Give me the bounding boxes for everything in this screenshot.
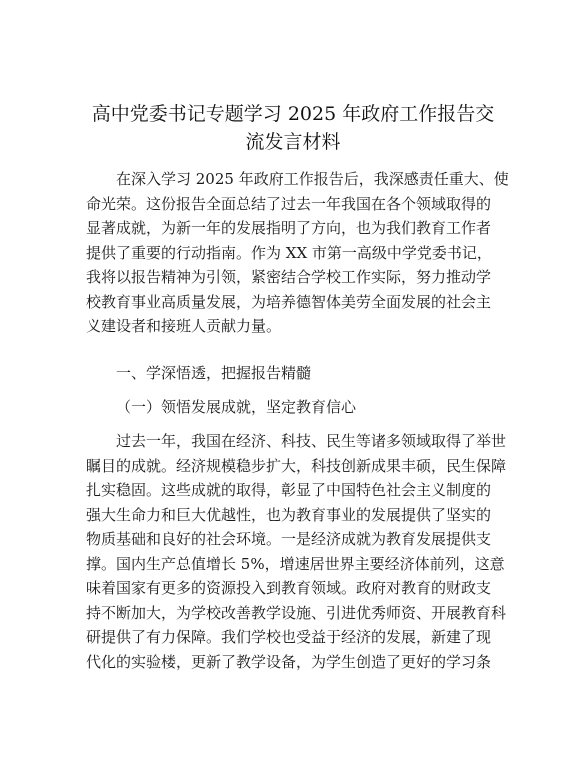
paragraph-line: 显著成就，为新一年的发展指明了方向，也为我们教育工作者 (86, 219, 492, 237)
paragraph-line: 撑。国内生产总值增长 5%，增速居世界主要经济体前列，这意 (86, 554, 505, 573)
paragraph-line: 味着国家有更多的资源投入到教育领域。政府对教育的财政支 (86, 579, 492, 597)
paragraph-line: 代化的实验楼，更新了教学设备，为学生创造了更好的学习条 (86, 652, 492, 671)
title-line: 流发言材料 (245, 131, 341, 153)
paragraph-line: 义建设者和接班人贡献力量。 (86, 317, 282, 335)
intro-paragraph (86, 167, 509, 339)
paragraph-line: 提供了重要的行动指南。作为 XX 市第一高级中学党委书记， (86, 243, 492, 262)
paragraph-line: 在深入学习 2025 年政府工作报告后，我深感责任重大、使 (116, 170, 509, 188)
document-title (40, 100, 546, 156)
paragraph-line: 强大生命力和巨大优越性，也为教育事业的发展提供了坚实的 (86, 505, 492, 524)
section-heading: 一、学深悟透，把握报告精髓 (116, 364, 312, 382)
paragraph-line: 过去一年，我国在经济、科技、民生等诸多领域取得了举世 (116, 432, 507, 450)
paragraph-line: 扎实稳固。这些成就的取得，彰显了中国特色社会主义制度的 (86, 481, 492, 499)
body-paragraph (86, 429, 507, 674)
title-line: 高中党委书记专题学习 2025 年政府工作报告交 (91, 103, 495, 125)
paragraph-line: 我将以报告精神为引领，紧密结合学校工作实际，努力推动学 (86, 268, 492, 286)
paragraph-line: 命光荣。这份报告全面总结了过去一年我国在各个领域取得的 (86, 194, 492, 213)
paragraph-line: 研提供了有力保障。我们学校也受益于经济的发展，新建了现 (86, 628, 492, 646)
paragraph-line: 瞩目的成就。经济规模稳步扩大，科技创新成果丰硕，民生保障 (86, 456, 507, 475)
paragraph-line: 校教育事业高质量发展，为培养德智体美劳全面发展的社会主 (86, 292, 492, 311)
paragraph-line: 持不断加大，为学校改善教学设施、引进优秀师资、开展教育科 (86, 603, 507, 622)
paragraph-line: 物质基础和良好的社会环境。一是经济成就为教育发展提供支 (86, 530, 492, 548)
subsection-heading: （一）领悟发展成就，坚定教育信心 (116, 398, 357, 416)
